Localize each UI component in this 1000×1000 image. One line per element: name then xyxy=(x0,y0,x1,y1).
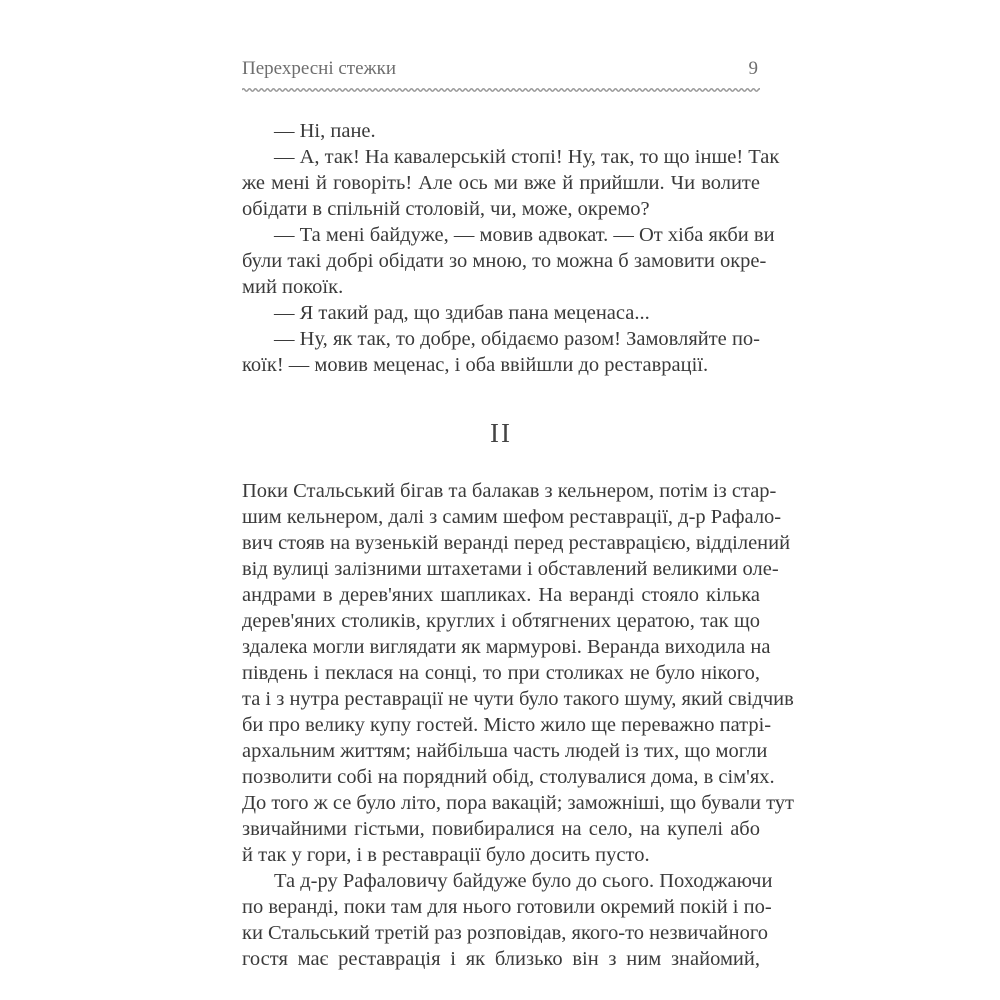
text-line: ки Стальський третій раз розповідав, якого-то незвичайного xyxy=(242,922,768,944)
text-line: — Ні, пане. xyxy=(274,120,376,142)
text-line: південь і пеклася на сонці, то при столиках не було нікого, xyxy=(242,662,760,684)
text-line: би про велику купу гостей. Місто жило ще переважно патрі- xyxy=(242,714,772,736)
text-line: мий покоїк. xyxy=(242,276,344,298)
text-line: від вулиці залізними штахетами і обставлений великими оле- xyxy=(242,558,779,580)
text-line: же мені й говоріть! Але ось ми вже й прийшли. Чи волите xyxy=(242,172,760,194)
text-line: До того ж се було літо, пора вакацій; заможніші, що бували тут xyxy=(242,792,794,814)
text-line: — Ну, як так, то добре, обідаємо разом! Замовляйте по- xyxy=(274,328,760,350)
text-line: були такі добрі обідати зо мною, то можна б замовити окре- xyxy=(242,250,767,272)
text-line: звичайними гістьми, повибиралися на село, на купелі або xyxy=(242,818,760,840)
text-line: Поки Стальський бігав та балакав з кельнером, потім із стар- xyxy=(242,480,777,502)
text-line: обідати в спільній столовій, чи, може, окремо? xyxy=(242,198,650,220)
text-line: — Я такий рад, що здибав пана меценаса... xyxy=(274,302,650,324)
text-line: Та д-ру Рафаловичу байдуже було до сього. Походжаючи xyxy=(274,870,773,892)
book-page xyxy=(242,0,794,1000)
text-line: — А, так! На кавалерській стопі! Ну, так, то що інше! Так xyxy=(274,146,780,168)
page-number: 9 xyxy=(748,58,758,79)
text-line: й так у гори, і в реставрації було досить пусто. xyxy=(242,844,650,866)
text-line: — Та мені байдуже, — мовив адвокат. — От хіба якби ви xyxy=(274,224,775,246)
text-line: по веранді, поки там для нього готовили окремий покій і по- xyxy=(242,896,772,918)
text-line: коїк! — мовив меценас, і оба ввійшли до реставрації. xyxy=(242,354,709,376)
text-line: шим кельнером, далі з самим шефом реставрації, д-р Рафало- xyxy=(242,506,782,528)
text-line: здалека могли виглядати як мармурові. Веранда виходила на xyxy=(242,636,771,658)
text-line: андрами в дерев'яних шапликах. На веранді стояло кілька xyxy=(242,584,760,606)
text-line: вич стояв на вузенькій веранді перед реставрацією, відділений xyxy=(242,532,791,554)
text-line: позволити собі на порядний обід, столувалися дома, в сім'ях. xyxy=(242,766,775,788)
book-title: Перехресні стежки xyxy=(242,58,397,79)
wavy-divider xyxy=(242,86,760,94)
chapter-heading: II xyxy=(490,418,512,448)
text-line: архальним життям; найбільша часть людей із тих, що могли xyxy=(242,740,768,762)
text-line: та і з нутра реставрації не чути було такого шуму, який свідчив xyxy=(242,688,794,710)
text-line: гостя має реставрація і як близько він з ним знайомий, xyxy=(242,948,760,970)
running-head xyxy=(242,58,760,84)
text-line: дерев'яних столиків, круглих і обтягнених цератою, так що xyxy=(242,610,760,632)
